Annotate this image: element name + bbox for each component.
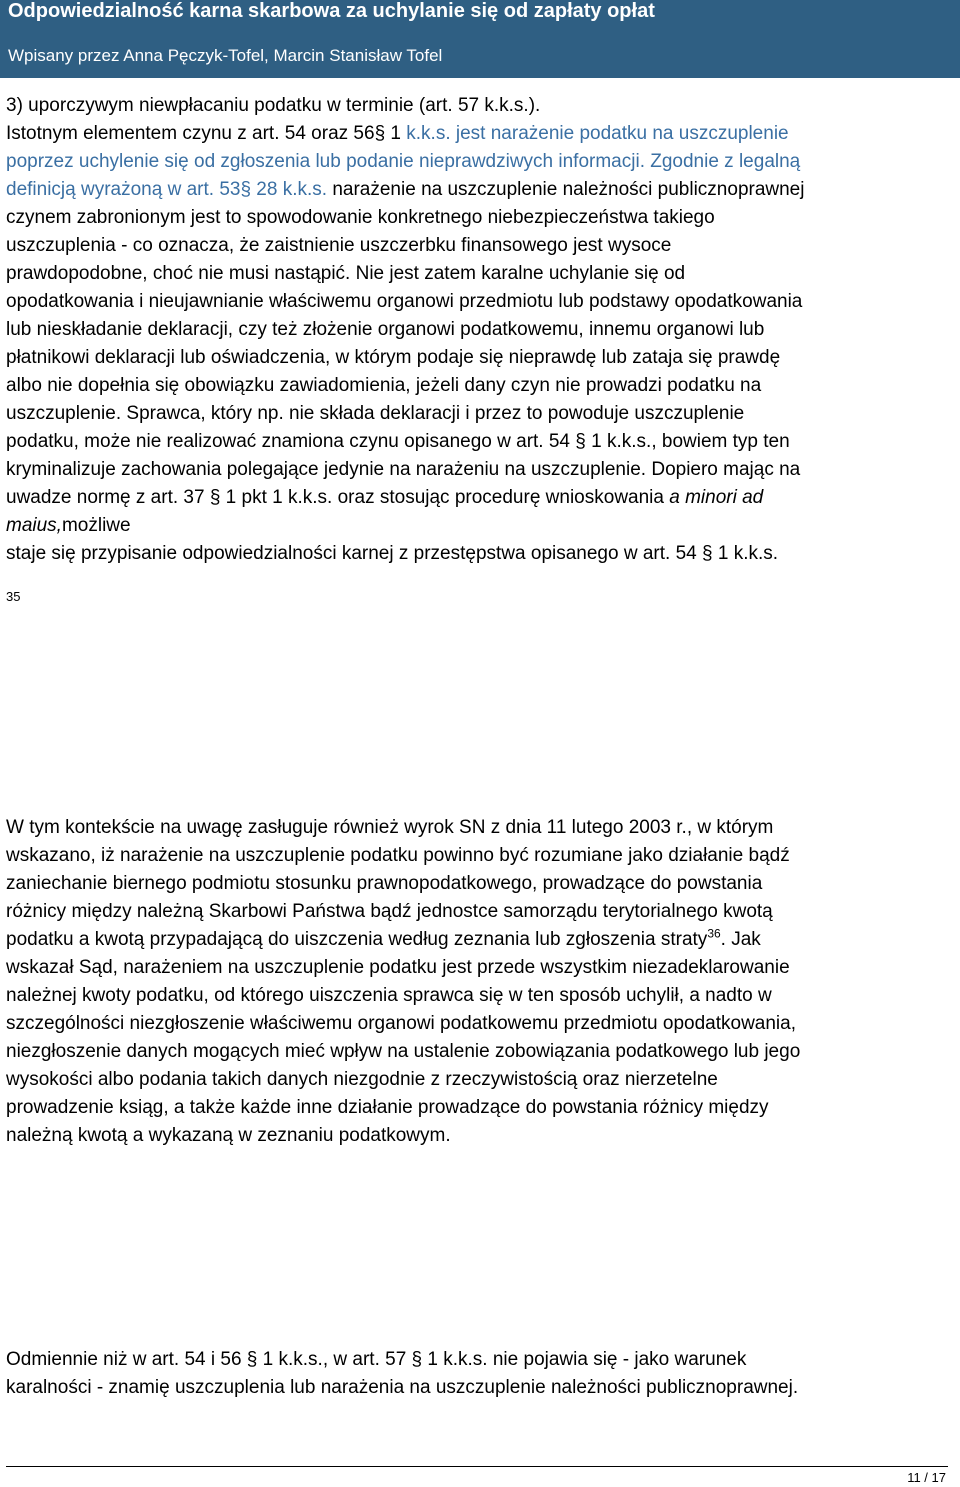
text-run: uszczuplenia - co oznacza, że zaistnienie uszczerbku finansowego jest wysoce — [6, 235, 672, 256]
footnote-superscript[interactable]: 36 — [707, 926, 721, 941]
text-run: karalności - znamię uszczuplenia lub narażenia na uszczuplenie należności publicznoprawnej. — [6, 1377, 799, 1398]
text-line — [6, 400, 946, 428]
paragraph-3 — [6, 1346, 946, 1402]
text-run: 1 k.k.s., bowiem typ ten — [585, 431, 790, 452]
text-run: narażenie na uszczuplenie należności publicznoprawnej — [327, 179, 805, 200]
text-run: 1 k.k.s. — [712, 543, 779, 564]
text-run: możliwe — [61, 515, 131, 536]
paragraph-2 — [6, 814, 946, 1150]
text-run: prowadzenie ksiąg, a także każde inne działanie prowadzące do powstania różnicy między — [6, 1097, 769, 1118]
text-line — [6, 372, 946, 400]
text-run: albo nie dopełnia się obowiązku zawiadomienia, jeżeli dany czyn nie prowadzi podatku na — [6, 375, 762, 396]
section-symbol: § — [246, 1349, 258, 1370]
text-line — [6, 260, 946, 288]
text-run: różnicy między należną Skarbowi Państwa bądź jednostce samorządu terytorialnego kwotą — [6, 901, 773, 922]
text-run: niezgłoszenie danych mogących mieć wpływ na ustalenie zobowiązania podatkowego lub jego — [6, 1041, 801, 1062]
text-run: należną kwotą a wykazaną w zeznaniu podatkowym. — [6, 1125, 451, 1146]
text-run: wskazał Sąd, narażeniem na uszczuplenie podatku jest przede wszystkim niezadeklarowanie — [6, 957, 790, 978]
text-run: 1 k.k.s. nie pojawia się - jako warunek — [422, 1349, 747, 1370]
text-run: Odmiennie niż w art. 54 i 56 — [6, 1349, 247, 1370]
text-line — [6, 92, 946, 120]
text-line — [6, 204, 946, 232]
text-run: 1 pkt 1 k.k.s. oraz stosując procedurę wnioskowania — [220, 487, 670, 508]
text-line — [6, 540, 946, 568]
text-run: opodatkowania i nieujawnianie właściwemu organowi przedmiotu lub podstawy opodatkowania — [6, 291, 803, 312]
text-link[interactable]: 28 k.k.s. — [251, 179, 328, 200]
text-run: wskazano, iż narażenie na uszczuplenie podatku powinno być rozumiane jako działanie bądź — [6, 845, 790, 866]
text-run: 1 — [385, 123, 407, 144]
text-line — [6, 344, 946, 372]
section-symbol: § — [411, 1349, 423, 1370]
text-line — [6, 176, 946, 204]
text-line — [6, 926, 946, 954]
text-line — [6, 1122, 946, 1150]
text-run: należnej kwoty podatku, od którego uiszczenia sprawca się w ten sposób uchylił, a nadto w — [6, 985, 772, 1006]
text-run: wysokości albo podania takich danych niezgodnie z rzeczywistością oraz nierzetelne — [6, 1069, 718, 1090]
document-title: Odpowiedzialność karna skarbowa za uchylanie się od zapłaty opłat — [8, 0, 655, 22]
text-run: podatku a kwotą przypadającą do uiszczenia według zeznania lub zgłoszenia straty — [6, 929, 708, 950]
text-run: podatku, może nie realizować znamiona czynu opisanego w art. 54 — [6, 431, 576, 452]
text-line — [6, 814, 946, 842]
text-line — [6, 1094, 946, 1122]
text-run: uszczuplenie. Sprawca, który np. nie składa deklaracji i przez to powoduje uszczuplenie — [6, 403, 745, 424]
text-link[interactable]: poprzez uchylenie się od zgłoszenia lub podanie nieprawdziwych informacji. Zgodnie z legalną — [6, 151, 801, 172]
text-line — [6, 148, 946, 176]
text-run: szczególności niezgłoszenie właściwemu organowi podatkowemu przedmiotu opodatkowania, — [6, 1013, 796, 1034]
footnote-reference[interactable]: 35 — [6, 589, 21, 604]
footer-divider — [6, 1466, 948, 1467]
text-run: W tym kontekście na uwagę zasługuje również wyrok SN z dnia 11 lutego 2003 r., w którym — [6, 817, 774, 838]
text-line — [6, 316, 946, 344]
italic-phrase: a minori ad — [669, 487, 764, 508]
text-run: zaniechanie biernego podmiotu stosunku prawnopodatkowego, prowadzące do powstania — [6, 873, 763, 894]
text-line — [6, 982, 946, 1010]
text-run: Istotnym elementem czynu z art. 54 oraz 56 — [6, 123, 375, 144]
text-line — [6, 1010, 946, 1038]
text-line — [6, 1038, 946, 1066]
text-run: prawdopodobne, choć nie musi nastąpić. Nie jest zatem karalne uchylanie się od — [6, 263, 686, 284]
text-link[interactable]: k.k.s. jest narażenie podatku na uszczuplenie — [406, 123, 789, 144]
text-run: kryminalizuje zachowania polegające jedynie na narażeniu na uszczuplenie. Dopiero mając na — [6, 459, 801, 480]
text-line — [6, 120, 946, 148]
section-symbol: § — [240, 179, 252, 200]
text-link[interactable]: definicją wyrażoną w art. 53 — [6, 179, 241, 200]
section-symbol: § — [575, 431, 586, 452]
section-symbol: § — [374, 123, 386, 144]
text-line — [6, 954, 946, 982]
text-line — [6, 1346, 946, 1374]
text-line — [6, 898, 946, 926]
text-line — [6, 484, 946, 512]
text-run: lub nieskładanie deklaracji, czy też złożenie organowi podatkowemu, innemu organowi lub — [6, 319, 765, 340]
section-symbol: § — [209, 487, 221, 508]
text-line — [6, 870, 946, 898]
text-run: staje się przypisanie odpowiedzialności karnej z przestępstwa opisanego w art. 54 — [6, 543, 702, 564]
page-header — [0, 0, 960, 78]
text-line — [6, 232, 946, 260]
text-run: płatnikowi deklaracji lub oświadczenia, w którym podaje się nieprawdę lub zataja się prawdę — [6, 347, 781, 368]
text-run: 1 k.k.s., w art. 57 — [257, 1349, 412, 1370]
text-run: uwadze normę z art. 37 — [6, 487, 210, 508]
text-line — [6, 512, 942, 540]
text-run: 3) uporczywym niewpłacaniu podatku w terminie (art. 57 k.k.s.). — [6, 95, 541, 116]
text-line — [6, 1066, 946, 1094]
paragraph-1 — [6, 92, 946, 568]
text-line — [6, 842, 946, 870]
section-symbol: § — [702, 543, 713, 564]
text-run: czynem zabronionym jest to spowodowanie konkretnego niebezpieczeństwa takiego — [6, 207, 715, 228]
text-run: . Jak — [720, 929, 761, 950]
text-line — [6, 288, 946, 316]
text-line — [6, 1374, 946, 1402]
author-line: Wpisany przez Anna Pęczyk-Tofel, Marcin Stanisław Tofel — [8, 46, 443, 65]
text-line — [6, 428, 946, 456]
text-line — [6, 456, 946, 484]
page-number: 11 / 17 — [907, 1470, 946, 1485]
italic-phrase: maius, — [6, 515, 62, 536]
